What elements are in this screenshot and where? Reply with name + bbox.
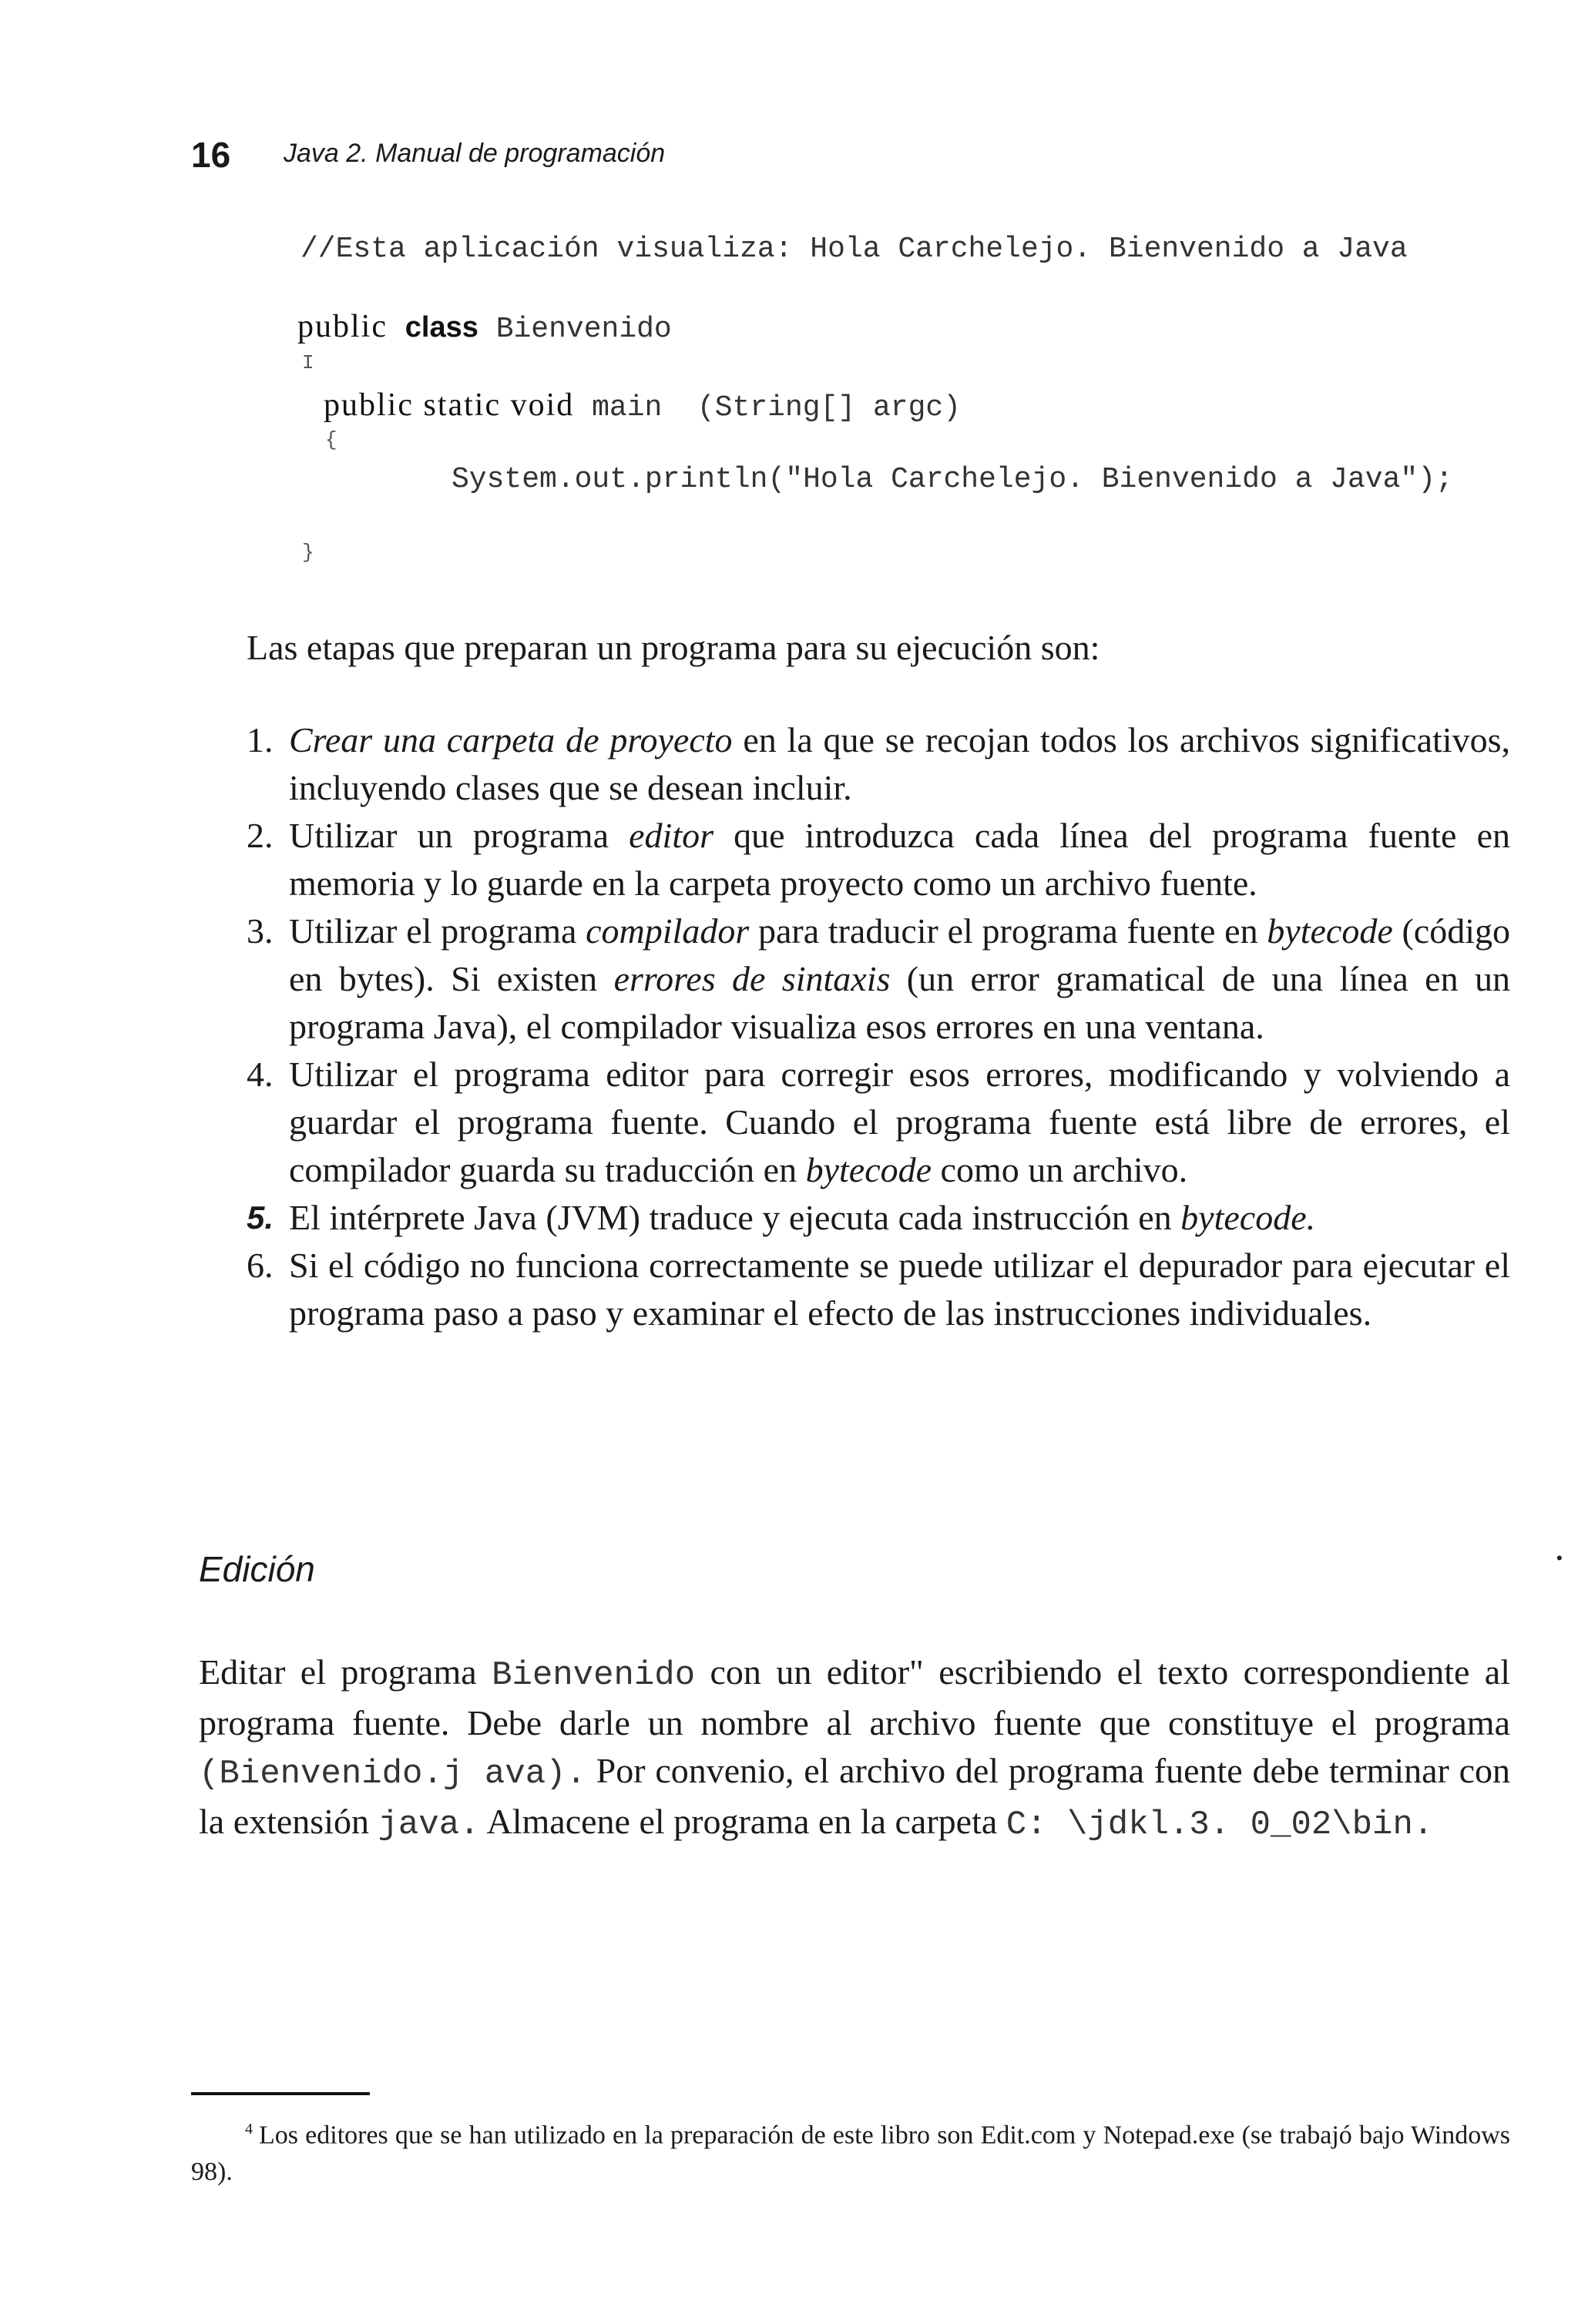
- inline-code: C: \jdkl.3. 0_02\bin.: [1006, 1806, 1434, 1844]
- footnote-marker: 4: [245, 2121, 253, 2138]
- list-item: [247, 907, 1510, 1051]
- footnote-rule: [191, 2092, 370, 2095]
- inline-code: java.: [378, 1806, 480, 1844]
- list-item: [247, 812, 1510, 907]
- list-item-text: en la que se recojan todos los archivos significativos, incluyendo clases que se desean incluir.: [289, 720, 1510, 807]
- code-class-declaration: [297, 308, 672, 346]
- paragraph-text: Almacene el programa en la carpeta: [479, 1802, 1006, 1841]
- emphasis: compilador: [586, 911, 750, 951]
- intro-paragraph: Las etapas que preparan un programa para su ejecución son:: [247, 628, 1100, 667]
- list-item-text: que introduzca cada línea del programa fuente en memoria y lo guarde en la carpeta proyecto como un archivo fuente.: [289, 816, 1510, 903]
- emphasis: bytecode.: [1180, 1198, 1316, 1237]
- code-keyword: public: [297, 309, 388, 344]
- list-item-text: Utilizar un programa: [289, 816, 630, 855]
- emphasis: Crear una carpeta de proyecto: [289, 720, 733, 760]
- code-brace-open-inner: {: [325, 428, 337, 451]
- code-brace-close: }: [302, 541, 314, 564]
- paragraph-text: Editar el programa: [199, 1652, 492, 1692]
- footnote: [191, 2111, 1510, 2191]
- code-brace-open-outer: I: [302, 351, 314, 374]
- paragraph-text: Por convenio, el archivo del programa fuente debe terminar con la extensión: [199, 1751, 1510, 1841]
- emphasis: editor: [629, 816, 714, 855]
- list-item-number: 1.: [247, 720, 274, 760]
- list-item-text: Utilizar el programa: [289, 911, 586, 951]
- list-item-number: 3.: [247, 911, 274, 951]
- list-item-number: 2.: [247, 816, 274, 855]
- code-method-signature: main (String[] argc): [592, 391, 961, 424]
- running-title: Java 2. Manual de programación: [284, 139, 666, 168]
- section-title: Edición: [199, 1549, 315, 1589]
- list-item-text: Si el código no funciona correctamente se puede utilizar el depurador para ejecutar el programa paso a paso y examinar el efecto de las instrucciones individuales.: [289, 1246, 1510, 1333]
- code-class-name: Bienvenido: [495, 313, 672, 346]
- list-item-number: 4.: [247, 1055, 274, 1094]
- code-print-statement: System.out.println("Hola Carchelejo. Bienvenido a Java");: [452, 463, 1453, 496]
- inline-code: Bienvenido: [492, 1656, 696, 1695]
- list-item-text: Utilizar el programa editor para corregir esos errores, modificando y volviendo a guardar el programa fuente. Cuando el programa fuente está libre de errores, el compilador guarda su traducción en: [289, 1055, 1510, 1189]
- list-item-text: El intérprete Java (JVM) traduce y ejecuta cada instrucción en: [289, 1198, 1181, 1237]
- code-comment: //Esta aplicación visualiza: Hola Carchelejo. Bienvenido a Java: [300, 233, 1408, 266]
- code-keyword: public static void: [324, 387, 575, 423]
- list-item: [247, 716, 1510, 812]
- list-item-text: (código en bytes). Si existen: [289, 911, 1510, 998]
- list-item: [247, 1194, 1510, 1242]
- emphasis: bytecode: [1267, 911, 1393, 951]
- list-item: [247, 1051, 1510, 1194]
- list-item-text: (un error gramatical de una línea en un programa Java), el compilador visualiza esos errores en una ventana.: [289, 959, 1510, 1046]
- code-keyword: class: [405, 311, 478, 344]
- list-item-number: 6.: [247, 1246, 274, 1285]
- edit-paragraph: [199, 1648, 1510, 1849]
- footnote-text: Los editores que se han utilizado en la preparación de este libro son Edit.com y Notepad.exe (se trabajó bajo Windows 98).: [191, 2121, 1510, 2187]
- page-number: 16: [191, 135, 231, 175]
- inline-code: (Bienvenido.j ava).: [199, 1755, 586, 1793]
- margin-mark: •: [1556, 1548, 1563, 1568]
- code-method-declaration: [324, 387, 961, 424]
- emphasis: errores de sintaxis: [613, 959, 891, 998]
- steps-list: [247, 716, 1510, 1337]
- paragraph-text: con un editor" escribiendo el texto correspondiente al programa fuente. Debe darle un nombre al archivo fuente que constituye el programa: [199, 1652, 1510, 1742]
- emphasis: bytecode: [805, 1150, 932, 1189]
- list-item-number: 5.: [247, 1199, 274, 1236]
- list-item-text: como un archivo.: [932, 1150, 1188, 1189]
- list-item-text: para traducir el programa fuente en: [749, 911, 1267, 951]
- list-item: [247, 1242, 1510, 1337]
